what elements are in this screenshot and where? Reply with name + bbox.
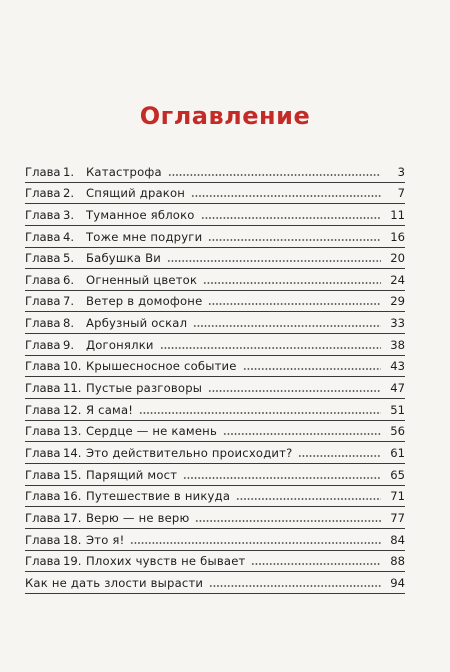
dot-leader [168,167,381,177]
chapter-number: 9. [63,337,75,352]
chapter-word: Глава [25,272,61,287]
page-title: Оглавление [139,102,311,130]
page-number: 51 [390,402,405,417]
dot-leader [193,318,381,328]
chapter-number: 5. [63,251,75,266]
page-number: 38 [390,337,405,352]
page-number: 24 [390,272,405,287]
toc-entry [25,179,405,201]
chapter-number: 19. [63,554,82,569]
dot-leader [251,556,381,566]
appendix-title: Как не дать злости вырасти [25,575,204,590]
toc-entry [25,330,405,352]
chapter-number: 4. [63,229,75,244]
toc-entry [25,373,405,395]
chapter-title: Бабушка Ви [86,251,161,266]
chapter-word: Глава [25,445,61,460]
page-number: 84 [390,532,405,547]
chapter-word: Глава [25,337,61,352]
dot-leader [298,448,381,458]
dot-leader [201,210,381,220]
chapter-word: Глава [25,554,61,569]
chapter-title: Догонялки [86,337,154,352]
chapter-number: 13. [63,424,82,439]
chapter-title: Катастрофа [86,164,162,179]
page-number: 29 [390,294,405,309]
chapter-label [25,165,86,179]
toc-entry-appendix [25,568,405,590]
chapter-number: 18. [63,532,82,547]
dot-leader [208,232,381,242]
chapter-label [25,230,86,244]
toc-entry [25,417,405,439]
chapter-label [25,554,86,568]
page-number: 3 [397,164,405,179]
dot-leader [236,491,381,501]
chapter-title: Ветер в домофоне [86,294,203,309]
toc-entry [25,244,405,266]
chapter-label [25,468,86,482]
chapter-word: Глава [25,294,61,309]
dot-leader [139,405,381,415]
dot-leader [191,188,381,198]
chapter-title: Крышесносное событие [86,359,237,374]
chapter-label [25,424,86,438]
chapter-label [25,533,86,547]
toc-entry [25,200,405,222]
chapter-label [25,316,86,330]
chapter-number: 3. [63,207,75,222]
chapter-number: 16. [63,489,82,504]
toc-entry [25,287,405,309]
chapter-number: 8. [63,316,75,331]
chapter-word: Глава [25,381,61,396]
chapter-word: Глава [25,532,61,547]
chapter-title: Сердце — не камень [86,424,217,439]
chapter-number: 6. [63,272,75,287]
chapter-word: Глава [25,207,61,222]
chapter-label [25,511,86,525]
chapter-title: Это я! [86,532,125,547]
page-number: 47 [390,381,405,396]
chapter-word: Глава [25,359,61,374]
chapter-word: Глава [25,424,61,439]
page-number: 11 [390,207,405,222]
page-number: 43 [390,359,405,374]
chapter-label [25,489,86,503]
toc-entry [25,525,405,547]
chapter-label [25,446,86,460]
page-number: 16 [390,229,405,244]
chapter-word: Глава [25,316,61,331]
chapter-word: Глава [25,510,61,525]
chapter-number: 14. [63,445,82,460]
toc-entry [25,438,405,460]
dot-leader [208,296,381,306]
chapter-title: Путешествие в никуда [86,489,231,504]
chapter-title: Огненный цветок [86,272,198,287]
chapter-label [25,381,86,395]
toc-entry [25,157,405,179]
page-number: 20 [390,251,405,266]
chapter-title: Я сама! [86,402,134,417]
toc-entry [25,222,405,244]
toc-entry [25,395,405,417]
chapter-label [25,294,86,308]
toc-entry [25,308,405,330]
dot-leader [195,513,381,523]
dot-leader [209,578,381,588]
toc-entry [25,352,405,374]
chapter-number: 1. [63,164,75,179]
chapter-title: Пустые разговоры [86,381,203,396]
chapter-word: Глава [25,164,61,179]
toc-entry [25,460,405,482]
chapter-title: Тоже мне подруги [86,229,203,244]
table-of-contents [25,157,405,590]
chapter-label [25,338,86,352]
toc-entry [25,547,405,569]
chapter-title: Это действительно происходит? [86,445,293,460]
chapter-label [25,186,86,200]
dot-leader [130,535,381,545]
chapter-number: 15. [63,467,82,482]
chapter-title: Арбузный оскал [86,316,188,331]
chapter-title: Верю — не верю [86,510,190,525]
chapter-number: 11. [63,381,82,396]
page-number: 77 [390,510,405,525]
chapter-title: Туманное яблоко [86,207,195,222]
dot-leader [208,383,381,393]
chapter-word: Глава [25,229,61,244]
chapter-label [25,273,86,287]
page-number: 88 [390,554,405,569]
dot-leader [243,361,381,371]
chapter-title: Спящий дракон [86,186,186,201]
dot-leader [223,426,381,436]
toc-entry [25,482,405,504]
chapter-word: Глава [25,251,61,266]
dot-leader [203,275,381,285]
dot-leader [167,253,381,263]
page-number: 65 [390,467,405,482]
toc-entry [25,265,405,287]
chapter-number: 10. [63,359,82,374]
page-number: 61 [390,445,405,460]
chapter-title: Парящий мост [86,467,178,482]
chapter-word: Глава [25,402,61,417]
page-number: 56 [390,424,405,439]
chapter-number: 2. [63,186,75,201]
chapter-title: Плохих чувств не бывает [86,554,246,569]
chapter-label [25,359,86,373]
chapter-word: Глава [25,489,61,504]
dot-leader [183,470,381,480]
chapter-label [25,208,86,222]
toc-entry [25,503,405,525]
chapter-word: Глава [25,186,61,201]
chapter-number: 12. [63,402,82,417]
chapter-label [25,403,86,417]
page-number: 94 [390,575,405,590]
chapter-number: 7. [63,294,75,309]
page-number: 71 [390,489,405,504]
page-number: 7 [397,186,405,201]
chapter-label [25,251,86,265]
chapter-number: 17. [63,510,82,525]
dot-leader [160,340,381,350]
page-number: 33 [390,316,405,331]
chapter-word: Глава [25,467,61,482]
